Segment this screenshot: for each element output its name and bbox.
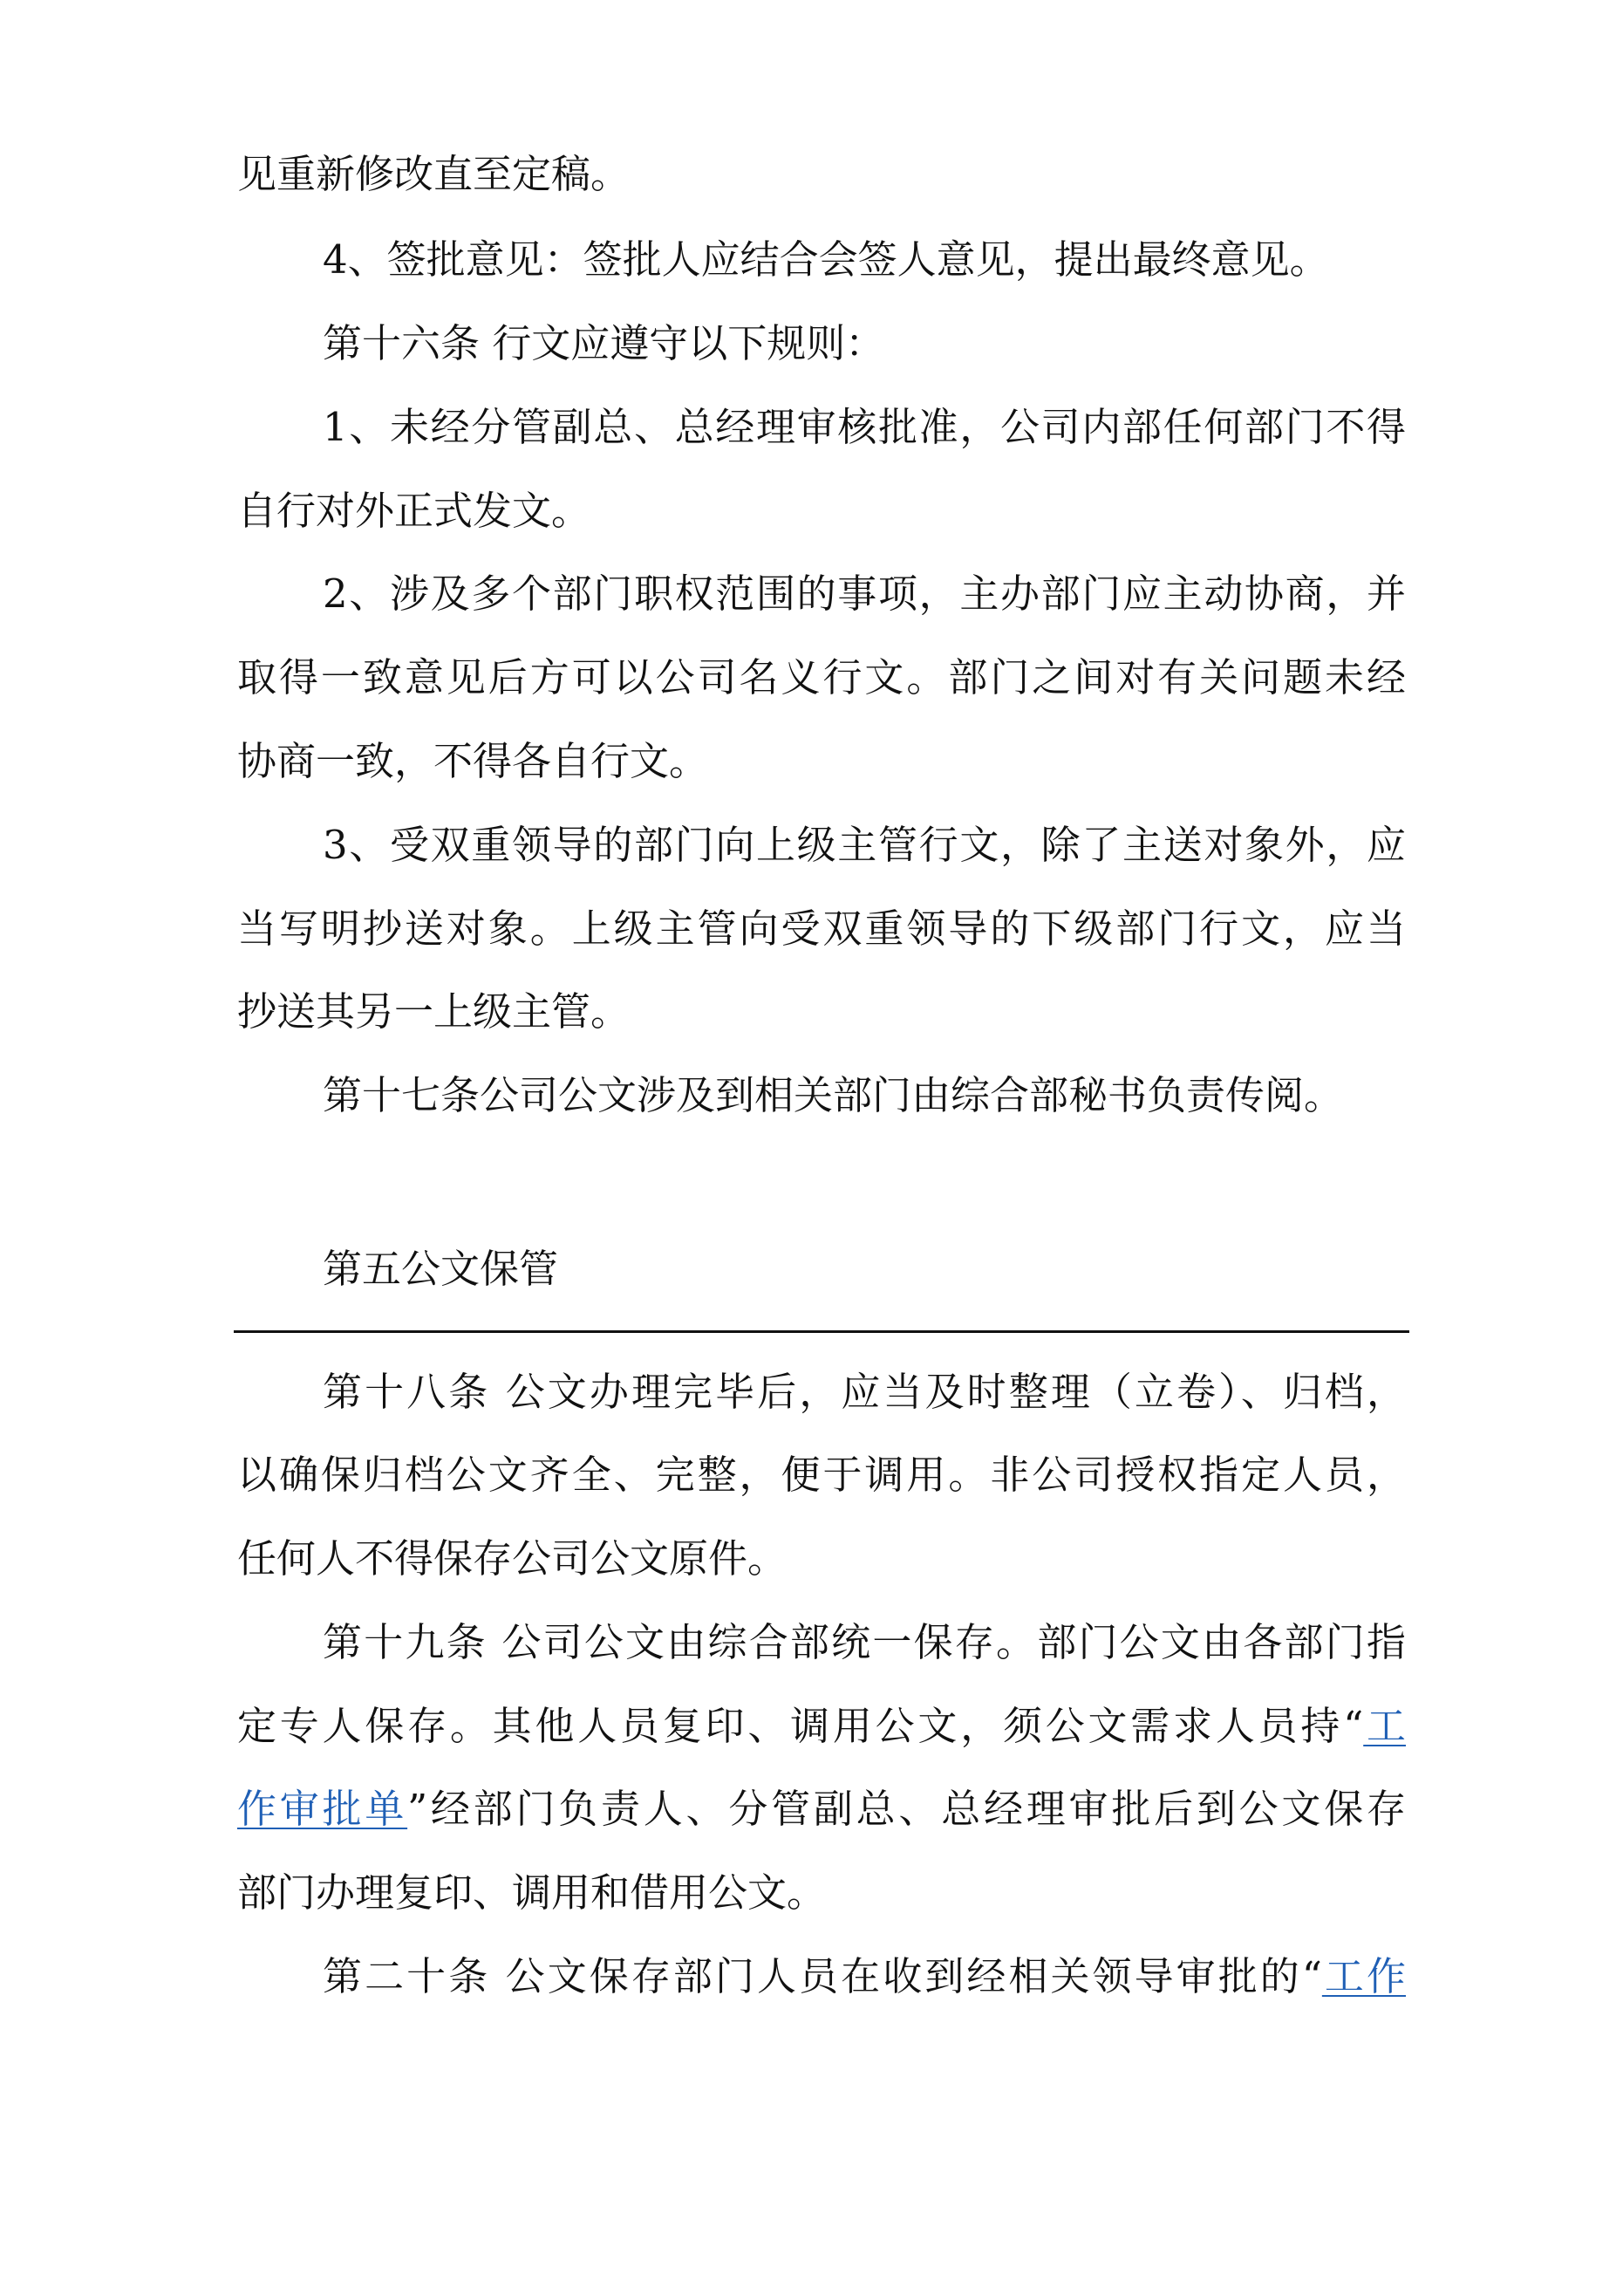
- work-approval-form-link[interactable]: 工: [1363, 1703, 1406, 1749]
- section-heading: 第五公文保管: [323, 1246, 559, 1292]
- paragraph-line: 3、受双重领导的部门向上级主管行文，除了主送对象外，应: [323, 822, 1406, 868]
- text-run: ”经部门负责人、分管副总、总经理审批后到公文保存: [407, 1786, 1406, 1832]
- paragraph-line: 见重新修改直至定稿。: [237, 151, 631, 197]
- paragraph-line: [323, 1951, 1406, 2003]
- work-approval-form-link[interactable]: 工作: [1321, 1953, 1406, 1999]
- article-16-heading: 第十六条 行文应遵守以下规则：: [323, 320, 885, 366]
- paragraph-line: [237, 1700, 1406, 1753]
- text-run: 第二十条 公文保存部门人员在收到经相关领导审批的“: [323, 1953, 1322, 1999]
- paragraph-line: 第十九条 公司公文由综合部统一保存。部门公文由各部门指: [323, 1619, 1406, 1665]
- paragraph-line: 当写明抄送对象。上级主管向受双重领导的下级部门行文，应当: [237, 905, 1406, 952]
- section-divider: [234, 1330, 1409, 1333]
- paragraph-line: 取得一致意见后方可以公司名义行文。部门之间对有关问题未经: [237, 654, 1406, 700]
- paragraph-line: 以确保归档公文齐全、完整，便于调用。非公司授权指定人员，: [237, 1452, 1406, 1498]
- paragraph-line: [237, 1783, 1406, 1835]
- paragraph-line: 协商一致，不得各自行文。: [237, 738, 709, 784]
- article-17: 第十七条公司公文涉及到相关部门由综合部秘书负责传阅。: [323, 1072, 1344, 1118]
- paragraph-line: 4、签批意见：签批人应结合会签人意见，提出最终意见。: [323, 236, 1329, 283]
- paragraph-line: 第十八条 公文办理完毕后，应当及时整理（立卷）、归档，: [323, 1369, 1406, 1415]
- paragraph-line: 部门办理复印、调用和借用公文。: [237, 1869, 827, 1916]
- paragraph-line: 任何人不得保存公司公文原件。: [237, 1535, 788, 1582]
- paragraph-line: 1、未经分管副总、总经理审核批准，公司内部任何部门不得: [323, 404, 1406, 450]
- paragraph-line: 抄送其另一上级主管。: [237, 988, 631, 1035]
- text-run: 定专人保存。其他人员复印、调用公文，须公文需求人员持“: [237, 1703, 1364, 1749]
- paragraph-line: 自行对外正式发文。: [237, 488, 591, 534]
- work-approval-form-link[interactable]: 作审批单: [237, 1786, 408, 1832]
- paragraph-line: 2、涉及多个部门职权范围的事项，主办部门应主动协商，并: [323, 571, 1406, 617]
